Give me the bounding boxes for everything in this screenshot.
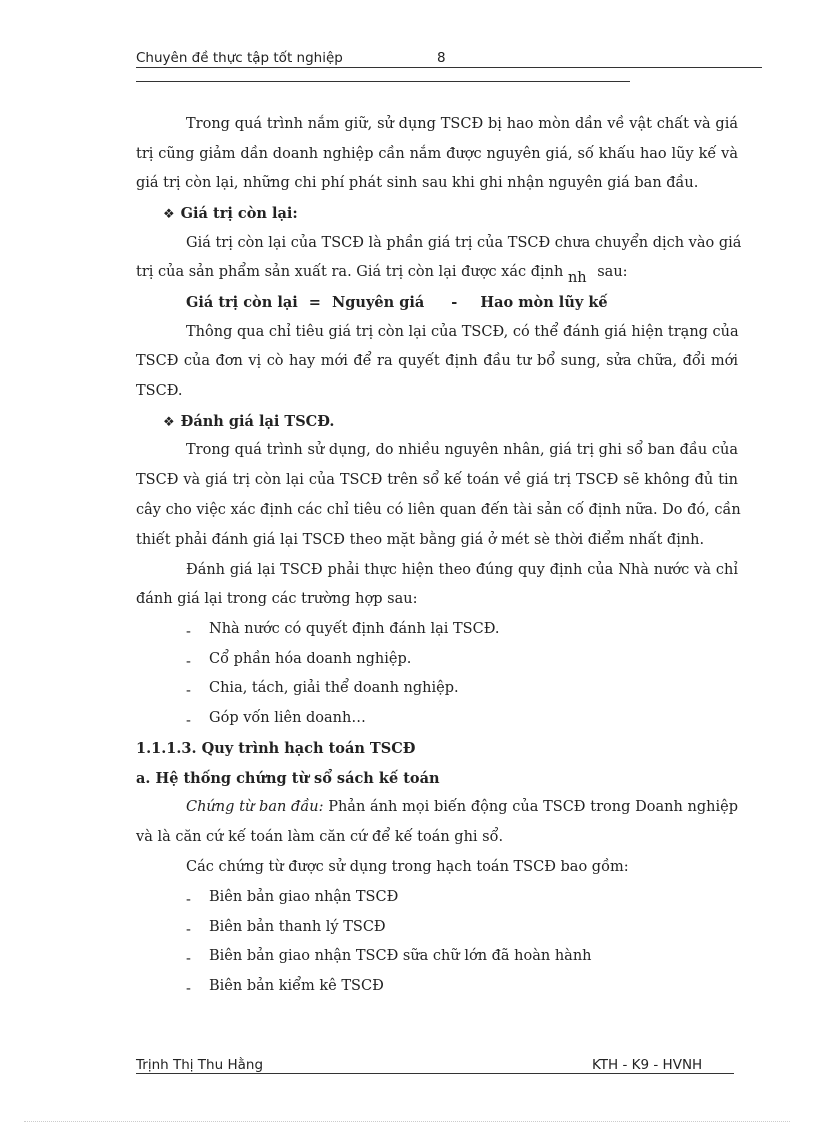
list-dash-icon: - bbox=[186, 951, 191, 967]
list-item: Biên bản thanh lý TSCĐ bbox=[209, 919, 386, 935]
list-item: Biên bản giao nhận TSCĐ bbox=[209, 889, 399, 905]
subsection-heading: a. Hệ thống chứng từ sổ sách kế toán bbox=[136, 770, 440, 787]
paragraph-line: TSCĐ. bbox=[136, 383, 183, 399]
subscript-text: nh bbox=[567, 270, 587, 286]
paragraph-line: Đánh giá lại TSCĐ phải thực hiện theo đúng quy định của Nhà nước và chỉ bbox=[186, 562, 738, 578]
paragraph-line: thiết phải đánh giá lại TSCĐ theo mặt bằng giá ở mét sè thời điểm nhất định. bbox=[136, 532, 705, 548]
list-item: Biên bản giao nhận TSCĐ sữa chữ lớn đã hoàn hành bbox=[209, 948, 592, 964]
footer-author: Trịnh Thị Thu Hằng bbox=[136, 1057, 264, 1073]
list-item: Góp vốn liên doanh… bbox=[209, 710, 366, 726]
paragraph-line: Các chứng từ được sử dụng trong hạch toán TSCĐ bao gồm: bbox=[186, 859, 629, 875]
paragraph-line: Chứng từ ban đầu: Phản ánh mọi biến động của TSCĐ trong Doanh nghiệp bbox=[186, 799, 738, 815]
paragraph-line: Trong quá trình nắm giữ, sử dụng TSCĐ bị hao mòn dần về vật chất và giá bbox=[186, 116, 738, 132]
footer-class: KTH - K9 - HVNH bbox=[592, 1057, 703, 1073]
list-dash-icon: - bbox=[186, 654, 191, 670]
list-dash-icon: - bbox=[186, 683, 191, 699]
list-dash-icon: - bbox=[186, 713, 191, 729]
paragraph-line: giá trị còn lại, những chi phí phát sinh sau khi ghi nhận nguyên giá ban đầu. bbox=[136, 175, 699, 191]
bullet-gia-tri-con-lai: ❖ Giá trị còn lại: bbox=[163, 205, 298, 222]
paragraph-line: trị cũng giảm dần doanh nghiệp cần nắm được nguyên giá, số khấu hao lũy kế và bbox=[136, 146, 738, 162]
list-dash-icon: - bbox=[186, 892, 191, 908]
bullet-danh-gia-lai: ❖ Đánh giá lại TSCĐ. bbox=[163, 413, 335, 430]
page-number: 8 bbox=[437, 50, 446, 66]
list-dash-icon: - bbox=[186, 981, 191, 997]
list-item: Cổ phần hóa doanh nghiệp. bbox=[209, 651, 412, 667]
diamond-bullet-icon: ❖ bbox=[163, 207, 175, 222]
list-item: Chia, tách, giải thể doanh nghiệp. bbox=[209, 680, 459, 696]
section-heading: 1.1.1.3. Quy trình hạch toán TSCĐ bbox=[136, 740, 416, 757]
paragraph-line: TSCĐ của đơn vị cò hay mới để ra quyết định đầu tư bổ sung, sửa chữa, đổi mới bbox=[136, 353, 738, 369]
paragraph-line: TSCĐ và giá trị còn lại của TSCĐ trên sổ kế toán về giá trị TSCĐ sẽ không đủ tin bbox=[136, 472, 738, 488]
paragraph-line: và là căn cứ kế toán làm căn cứ để kế toán ghi sổ. bbox=[136, 829, 504, 845]
header-rule-bottom bbox=[136, 81, 630, 82]
list-dash-icon: - bbox=[186, 922, 191, 938]
footer-rule bbox=[136, 1073, 734, 1074]
header-title: Chuyên đề thực tập tốt nghiệp bbox=[136, 50, 343, 66]
paragraph-line: Giá trị còn lại của TSCĐ là phần giá trị của TSCĐ chưa chuyển dịch vào giá bbox=[186, 235, 742, 251]
paragraph-line: Thông qua chỉ tiêu giá trị còn lại của TSCĐ, có thể đánh giá hiện trạng của bbox=[186, 324, 739, 340]
paragraph-line: đánh giá lại trong các trường hợp sau: bbox=[136, 591, 418, 607]
header-rule-top bbox=[136, 67, 762, 68]
list-item: Biên bản kiểm kê TSCĐ bbox=[209, 978, 384, 994]
paragraph-line: trị của sản phẩm sản xuất ra. Giá trị còn lại được xác định nh sau: bbox=[136, 264, 628, 286]
diamond-bullet-icon: ❖ bbox=[163, 415, 175, 430]
paragraph-line: Trong quá trình sử dụng, do nhiều nguyên nhân, giá trị ghi sổ ban đầu của bbox=[186, 442, 738, 458]
list-dash-icon: - bbox=[186, 624, 191, 640]
page-edge-divider bbox=[24, 1121, 790, 1122]
list-item: Nhà nước có quyết định đánh lại TSCĐ. bbox=[209, 621, 500, 637]
formula-line: Giá trị còn lại = Nguyên giá - Hao mòn lũy kế bbox=[186, 294, 608, 311]
paragraph-line: cây cho việc xác định các chỉ tiêu có liên quan đến tài sản cố định nữa. Do đó, cần bbox=[136, 502, 741, 518]
